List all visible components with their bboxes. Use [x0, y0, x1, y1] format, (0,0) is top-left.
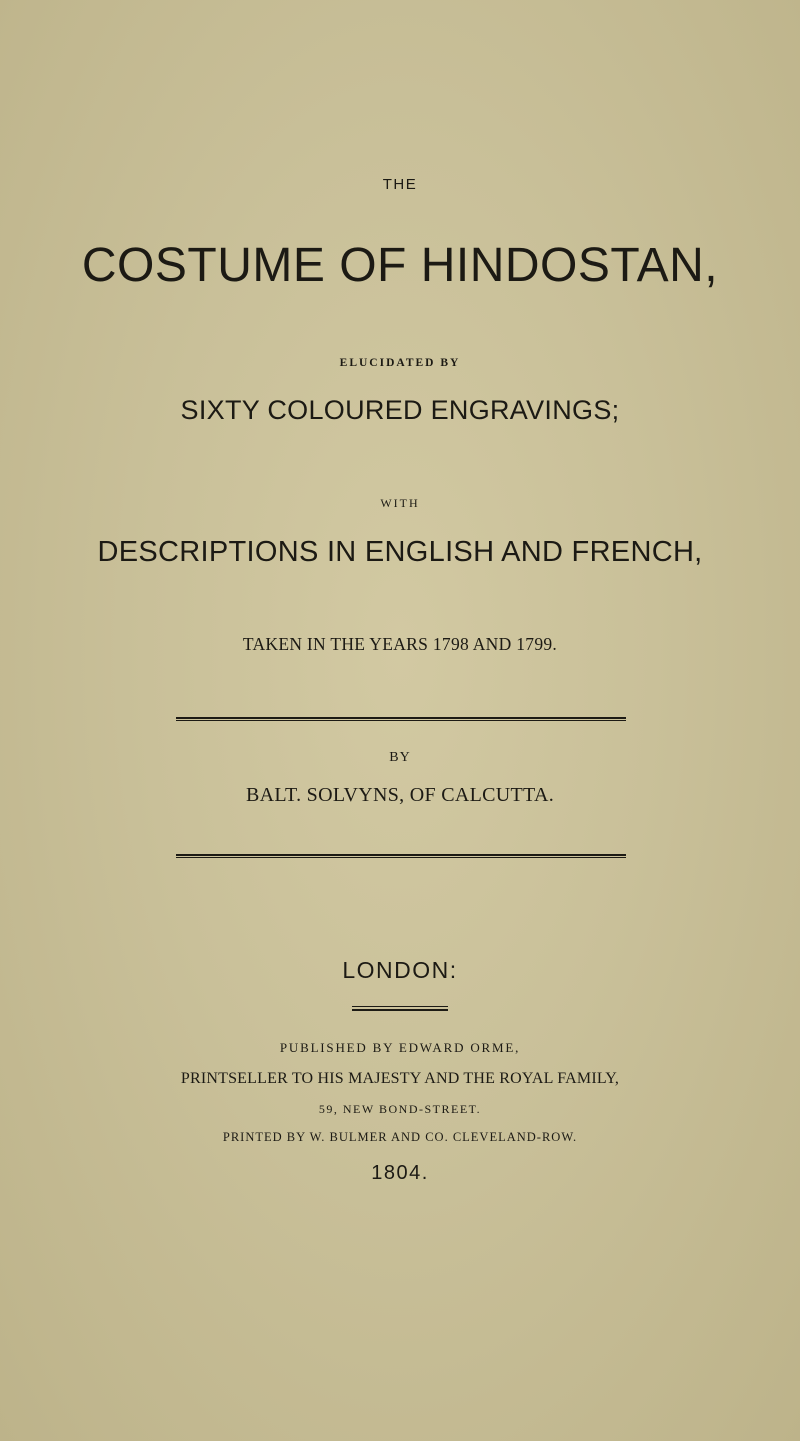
divider-rule-bottom — [176, 854, 626, 858]
descriptions-text: DESCRIPTIONS IN ENGLISH AND FRENCH, — [97, 536, 703, 568]
imprint-city: LONDON: — [342, 957, 458, 983]
printseller-line: PRINTSELLER TO HIS MAJESTY AND THE ROYAL FAMILY, — [180, 1070, 620, 1087]
printer-line: PRINTED BY W. BULMER AND CO. CLEVELAND-ROW. — [222, 1130, 578, 1144]
publisher-line: PUBLISHED BY EDWARD ORME, — [279, 1040, 521, 1055]
engravings-text: SIXTY COLOURED ENGRAVINGS; — [180, 395, 620, 425]
with-text: WITH — [380, 496, 420, 510]
publication-year: 1804. — [371, 1162, 429, 1184]
elucidated-by-text: ELUCIDATED BY — [339, 357, 461, 369]
author-name: BALT. SOLVYNS, OF CALCUTTA. — [245, 784, 555, 806]
city-underline-rule — [352, 1006, 448, 1010]
book-title: COSTUME OF HINDOSTAN, — [81, 239, 719, 292]
address-line: 59, NEW BOND-STREET. — [318, 1102, 482, 1116]
title-article: THE — [382, 176, 418, 193]
taken-years-text: TAKEN IN THE YEARS 1798 AND 1799. — [242, 634, 558, 654]
by-text: BY — [389, 750, 411, 765]
divider-rule-top — [176, 717, 626, 721]
